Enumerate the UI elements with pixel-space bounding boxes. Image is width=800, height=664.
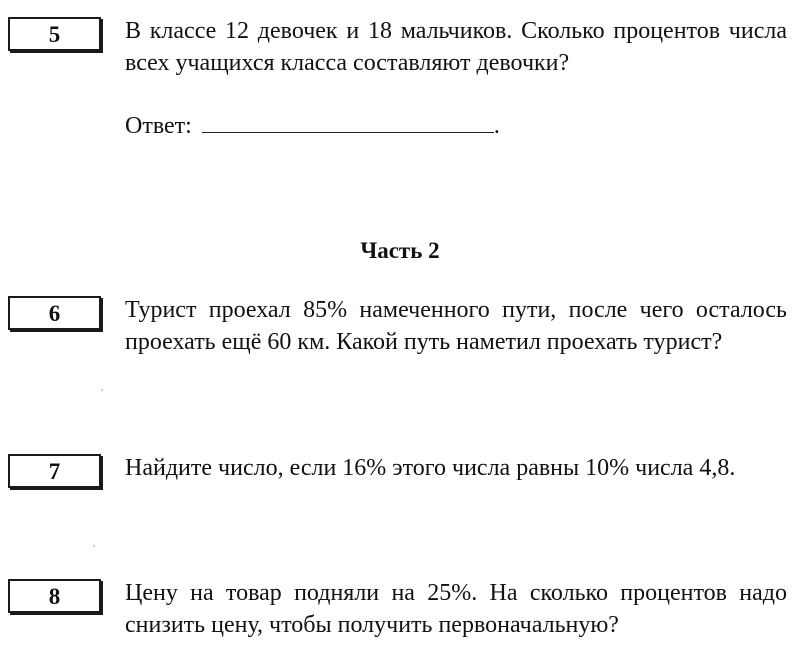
task-text-8: Цену на товар подняли на 25%. На сколько процентов надо снизить цену, чтобы получить первоначальную?	[125, 580, 787, 638]
answer-row	[125, 110, 500, 142]
scan-speck	[101, 389, 103, 391]
answer-label: Ответ:	[125, 113, 192, 139]
task-text-6: Турист проехал 85% намеченного пути, после чего осталось проехать ещё 60 км. Какой путь наметил проехать турист?	[125, 297, 787, 355]
section-title: Часть 2	[360, 238, 440, 263]
answer-blank-line[interactable]	[202, 110, 494, 133]
task-number-box-7: 7	[8, 454, 101, 488]
task-text-7: Найдите число, если 16% этого числа равны 10% числа 4,8.	[125, 455, 736, 481]
task-number-box-5: 5	[8, 17, 101, 51]
task-text-5: В классе 12 девочек и 18 мальчиков. Сколько процентов числа всех учащихся класса составляют девочки?	[125, 18, 787, 76]
answer-period: .	[493, 113, 500, 139]
scan-speck	[93, 545, 95, 547]
task-number-box-6: 6	[8, 296, 101, 330]
task-number-box-8: 8	[8, 579, 101, 613]
